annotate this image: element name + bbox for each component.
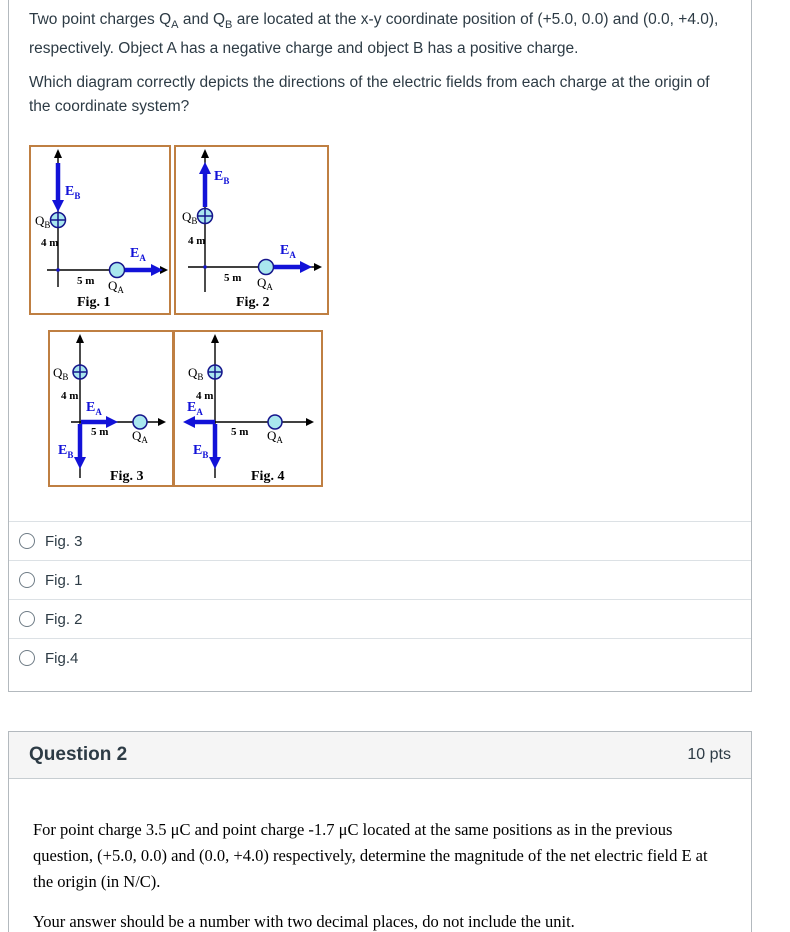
answer-option-label: Fig. 2 [45,610,83,628]
eb-arrowhead-icon [52,200,64,212]
qa-subscript: A [171,19,179,32]
x-distance-label: 5 m [91,426,109,439]
figure-caption: Fig. 3 [110,469,144,485]
question-2-card [8,731,752,932]
x-distance-label: 5 m [77,275,95,288]
eb-label: $E_B$ [193,443,209,461]
radio-button[interactable] [19,572,35,588]
qb-label: $Q_B$ [182,209,198,227]
answer-option-label: Fig.4 [45,649,79,667]
y-axis-arrowhead-icon [76,334,84,343]
ea-arrowhead-icon [300,261,312,273]
x-distance-label: 5 m [224,272,242,285]
question-2-title: Question 2 [29,744,128,766]
eb-arrowhead-icon [199,162,211,174]
question-1-body [9,0,751,483]
ea-arrowhead-icon [151,264,163,276]
qb-label: $Q_B$ [188,365,204,383]
figure-3-diagram [48,330,174,487]
figure-caption: Fig. 2 [236,295,270,311]
origin-mark [204,266,207,269]
eb-label: $E_B$ [58,443,74,461]
question-2-points-badge: 10 pts [687,746,731,764]
qb-label: $Q_B$ [53,365,69,383]
eb-label: $E_B$ [65,184,81,202]
radio-button[interactable] [19,533,35,549]
y-axis-arrowhead-icon [54,149,62,158]
ea-label: $E_A$ [86,400,102,418]
eb-arrowhead-icon [209,457,221,469]
figure-1-diagram [29,145,171,315]
eb-label: $E_B$ [214,169,230,187]
q1-p1-text: are located at the x-y coordinate position of (+5.0, 0.0) and (0.0, +4.0), respectively. Object A has a negative charge and object B has a positive charge. [29,11,719,58]
answer-option-label: Fig. 1 [45,571,83,589]
x-axis-arrowhead-icon [158,418,166,426]
origin-mark [57,269,60,272]
x-axis-arrowhead-icon [314,263,322,271]
figure-caption: Fig. 1 [77,295,111,311]
y-distance-label: 4 m [61,390,79,403]
q1-p1-text: and Q [178,11,226,28]
answer-option-fig4[interactable] [9,638,751,677]
figure-2-diagram [174,145,329,315]
figure-caption: Fig. 4 [251,469,285,485]
qa-label: $Q_A$ [108,278,124,296]
qb-subscript: B [225,19,233,32]
qb-label: $Q_B$ [35,213,51,231]
answer-options [9,521,751,691]
radio-button[interactable] [19,611,35,627]
qa-charge-icon [259,260,274,275]
ea-label: $E_A$ [130,246,146,264]
q1-p1-text: Two point charges Q [29,11,172,28]
qa-label: $Q_A$ [267,428,283,446]
figure-4-diagram [173,330,323,487]
eb-arrowhead-icon [74,457,86,469]
card-gap [0,692,790,731]
qa-label: $Q_A$ [257,275,273,293]
answer-option-fig3[interactable] [9,521,751,560]
question-1-card [8,0,752,692]
y-axis-arrowhead-icon [211,334,219,343]
x-distance-label: 5 m [231,426,249,439]
y-distance-label: 4 m [41,237,59,250]
y-axis-arrowhead-icon [201,149,209,158]
y-distance-label: 4 m [196,390,214,403]
question-2-header [9,732,751,779]
x-axis-arrowhead-icon [306,418,314,426]
ea-arrowhead-icon [183,416,195,428]
y-distance-label: 4 m [188,235,206,248]
answer-option-fig1[interactable] [9,560,751,599]
radio-button[interactable] [19,650,35,666]
answer-option-label: Fig. 3 [45,532,83,550]
qa-label: $Q_A$ [132,428,148,446]
question-2-paragraph-2: Your answer should be a number with two decimal places, do not include the unit. [33,912,575,932]
ea-label: $E_A$ [280,243,296,261]
question-1-paragraph-2: Which diagram correctly depicts the directions of the electric fields from each charge at the origin of the coordinate system? [29,74,710,116]
ea-label: $E_A$ [187,400,203,418]
question-1-paragraph-1 [29,8,731,61]
qa-charge-icon [110,263,125,278]
question-2-paragraph-1: For point charge 3.5 μC and point charge -1.7 μC located at the same positions as in the previous question, (+5.0, 0.0) and (0.0, +4.0) respectively, determine the magnitude of the net electric field E at the origin (in N/C). [33,820,708,892]
qa-charge-icon [268,415,282,429]
figure-grid [29,145,731,483]
qa-charge-icon [133,415,147,429]
answer-option-fig2[interactable] [9,599,751,638]
question-2-body [9,779,751,932]
